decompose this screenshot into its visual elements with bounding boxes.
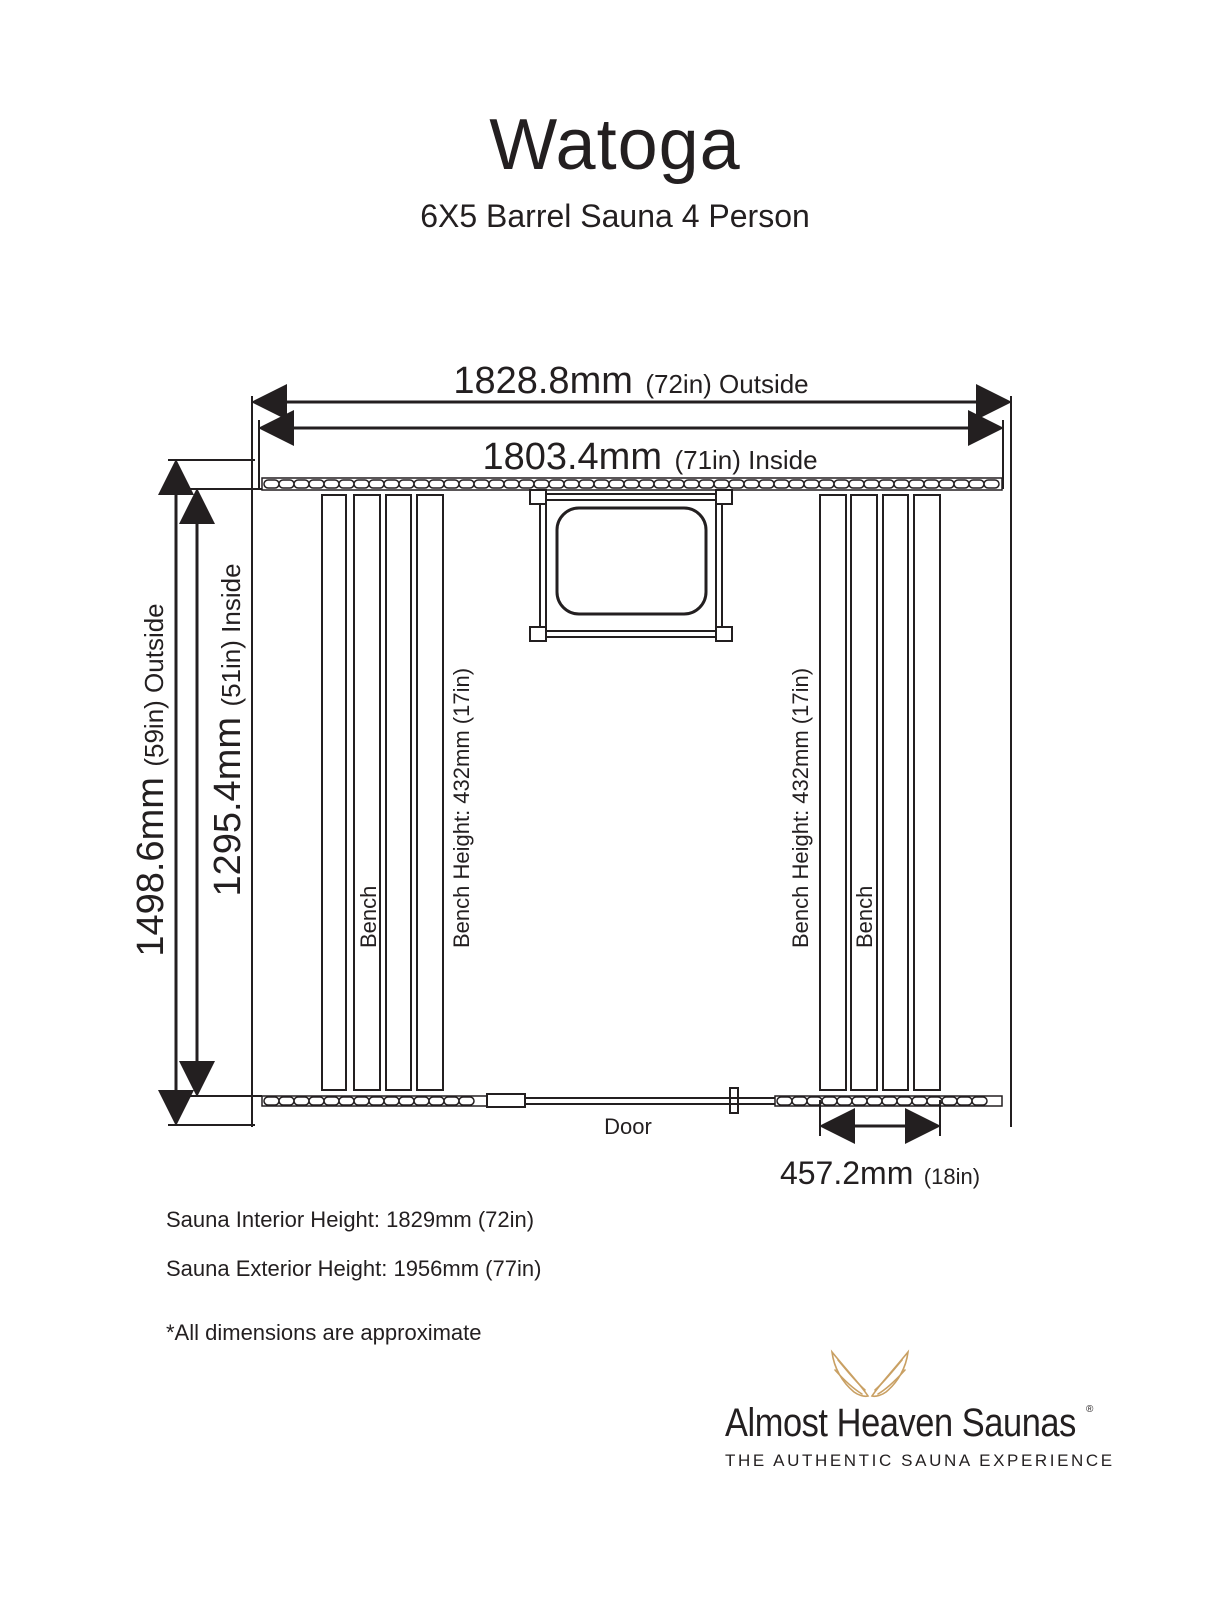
page-title: Watoga <box>489 105 741 185</box>
wall-stave <box>444 1097 459 1105</box>
page-subtitle: 6X5 Barrel Sauna 4 Person <box>420 198 810 234</box>
heater <box>530 490 732 641</box>
wall-stave <box>729 480 744 488</box>
wall-stave <box>459 480 474 488</box>
wall-stave <box>837 1097 852 1105</box>
wall-stave <box>504 480 519 488</box>
wall-stave <box>669 480 684 488</box>
bench-right <box>820 495 940 1090</box>
wall-stave <box>399 480 414 488</box>
registered-mark: ® <box>1086 1404 1094 1415</box>
wall-stave <box>444 480 459 488</box>
wall-stave <box>654 480 669 488</box>
wall-stave <box>414 480 429 488</box>
wall-stave <box>699 480 714 488</box>
brand-tagline: THE AUTHENTIC SAUNA EXPERIENCE <box>725 1451 1115 1470</box>
bench-height-left-label: Bench Height: 432mm (17in) <box>449 667 474 948</box>
wall-stave <box>354 480 369 488</box>
wall-stave <box>474 480 489 488</box>
wall-stave <box>384 480 399 488</box>
wall-stave <box>834 480 849 488</box>
wall-stave <box>819 480 834 488</box>
wall-stave <box>609 480 624 488</box>
wall-stave <box>777 1097 792 1105</box>
outside-width-label: 1828.8mm (72in) Outside <box>453 360 809 402</box>
wall-stave <box>399 1097 414 1105</box>
bench-slat <box>417 495 443 1090</box>
wall-stave <box>369 1097 384 1105</box>
wall-stave <box>279 1097 294 1105</box>
wall-stave <box>354 1097 369 1105</box>
bench-slat <box>883 495 908 1090</box>
bench-slat <box>322 495 346 1090</box>
wall-stave <box>984 480 999 488</box>
wall-stave <box>939 480 954 488</box>
wall-stave <box>324 480 339 488</box>
wall-stave <box>882 1097 897 1105</box>
wall-stave <box>822 1097 837 1105</box>
wall-stave <box>957 1097 972 1105</box>
wall-stave <box>294 1097 309 1105</box>
heater-stone-tray <box>557 508 706 614</box>
wall-stave <box>849 480 864 488</box>
wall-stave <box>897 1097 912 1105</box>
wall-stave <box>714 480 729 488</box>
door <box>487 1088 775 1113</box>
dimensions-disclaimer: *All dimensions are approximate <box>166 1320 482 1345</box>
door-label: Door <box>604 1114 652 1139</box>
wall-stave <box>489 480 504 488</box>
wall-stave <box>579 480 594 488</box>
wall-stave <box>792 1097 807 1105</box>
wings-icon <box>820 1348 920 1408</box>
wall-stave <box>564 480 579 488</box>
wall-stave <box>459 1097 474 1105</box>
bench-slat <box>386 495 411 1090</box>
wall-stave <box>909 480 924 488</box>
wall-stave <box>429 480 444 488</box>
wall-stave <box>384 1097 399 1105</box>
wall-stave <box>294 480 309 488</box>
wall-stave <box>369 480 384 488</box>
wall-stave <box>639 480 654 488</box>
wall-stave <box>309 1097 324 1105</box>
wall-stave <box>879 480 894 488</box>
wall-stave <box>804 480 819 488</box>
wall-stave <box>852 1097 867 1105</box>
wall-stave <box>534 480 549 488</box>
bench-slat <box>851 495 877 1090</box>
bench-left-label: Bench <box>356 885 381 948</box>
wall-stave <box>414 1097 429 1105</box>
inside-width-label: 1803.4mm (71in) Inside <box>482 436 818 478</box>
wall-stave <box>684 480 699 488</box>
bench-height-right-label: Bench Height: 432mm (17in) <box>788 667 813 948</box>
wall-stave <box>969 480 984 488</box>
brand-name: Almost Heaven Saunas <box>725 1401 1076 1445</box>
bench-width-label: 457.2mm (18in) <box>779 1155 981 1191</box>
bench-left <box>322 495 443 1090</box>
top-wall-staves <box>264 480 999 488</box>
wall-stave <box>264 1097 279 1105</box>
interior-height-note: Sauna Interior Height: 1829mm (72in) <box>166 1207 535 1232</box>
inside-depth-label: 1295.4mm (51in) Inside <box>207 563 249 897</box>
bench-slat <box>914 495 940 1090</box>
wall-stave <box>864 480 879 488</box>
wall-stave <box>624 480 639 488</box>
outside-depth-label: 1498.6mm (59in) Outside <box>130 603 172 957</box>
wall-stave <box>279 480 294 488</box>
wall-stave <box>324 1097 339 1105</box>
wall-stave <box>594 480 609 488</box>
wall-stave <box>924 480 939 488</box>
wall-stave <box>309 480 324 488</box>
wall-stave <box>519 480 534 488</box>
wall-stave <box>264 480 279 488</box>
wall-stave <box>339 480 354 488</box>
wall-stave <box>867 1097 882 1105</box>
brand-logo <box>700 1348 1115 1478</box>
wall-stave <box>429 1097 444 1105</box>
exterior-height-note: Sauna Exterior Height: 1956mm (77in) <box>166 1256 542 1281</box>
wall-stave <box>789 480 804 488</box>
bench-right-label: Bench <box>852 885 877 948</box>
wall-stave <box>942 1097 957 1105</box>
wall-stave <box>759 480 774 488</box>
wall-stave <box>894 480 909 488</box>
wall-stave <box>954 480 969 488</box>
wall-stave <box>744 480 759 488</box>
wall-stave <box>774 480 789 488</box>
wall-stave <box>549 480 564 488</box>
bench-slat <box>820 495 846 1090</box>
wall-stave <box>339 1097 354 1105</box>
wall-stave <box>912 1097 927 1105</box>
wall-stave <box>972 1097 987 1105</box>
bench-slat <box>354 495 380 1090</box>
